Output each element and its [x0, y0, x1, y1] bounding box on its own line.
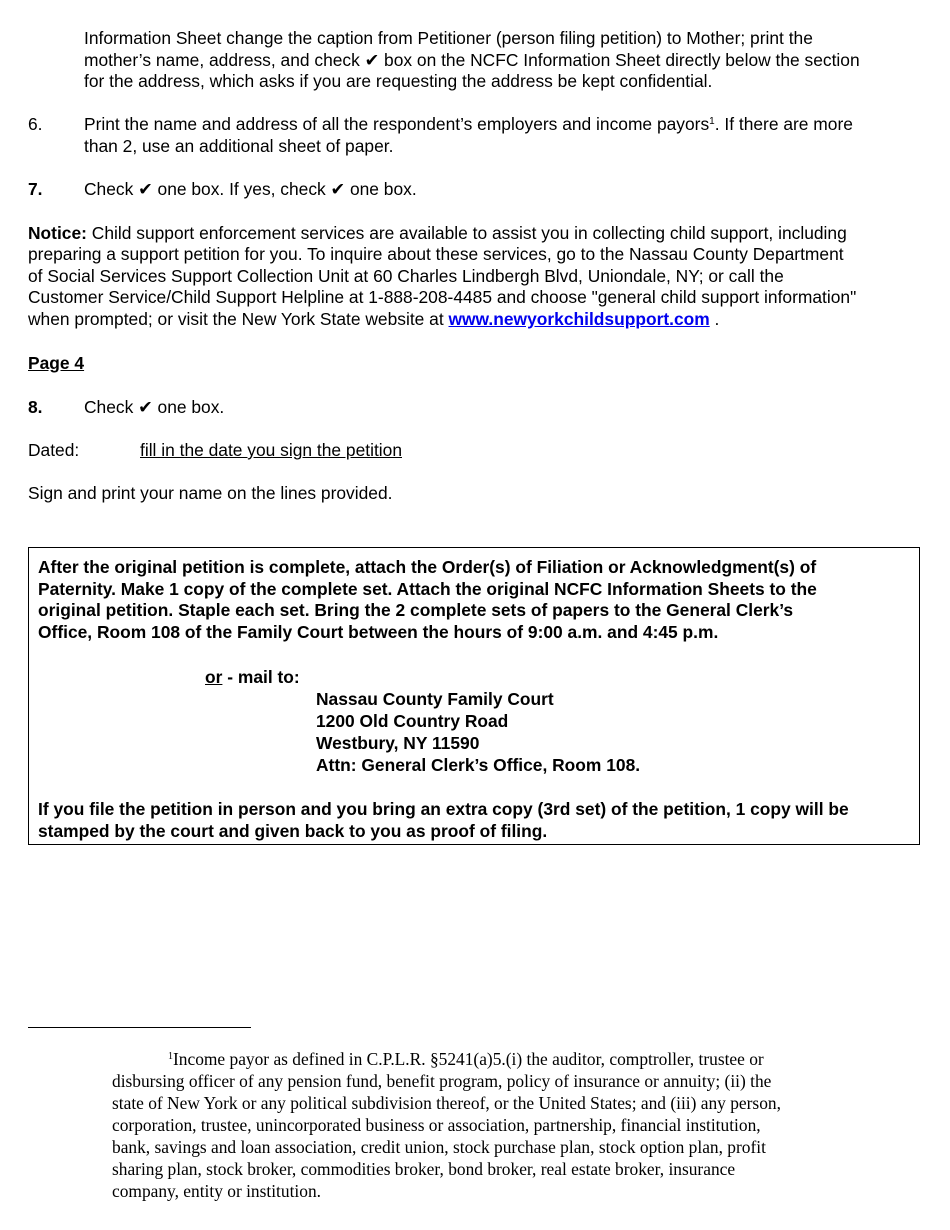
- footnote-line2: disbursing officer of any pension fund, benefit program, policy of insurance or annuity; (ii) the: [112, 1071, 772, 1091]
- extra-copy-line1: If you file the petition in person and you bring an extra copy (3rd set) of the petition, 1 copy will be: [38, 799, 849, 819]
- item6-text-line1: [84, 114, 853, 136]
- notice-line1: [28, 223, 847, 245]
- item8-text: Check ✔ one box.: [84, 397, 225, 417]
- address-street: 1200 Old Country Road: [316, 711, 509, 731]
- mail-to-text: - mail to:: [222, 667, 300, 687]
- footnote-line7: company, entity or institution.: [112, 1181, 321, 1201]
- filing-box-line3: original petition. Staple each set. Bring the 2 complete sets of papers to the General Clerk’s: [38, 600, 794, 621]
- footnote-line5: bank, savings and loan association, credit union, stock purchase plan, stock option plan, profit: [112, 1137, 766, 1157]
- item6-text-pre: Print the name and address of all the respondent’s employers and income payors: [84, 114, 710, 134]
- filing-box-line1: After the original petition is complete, attach the Order(s) of Filiation or Acknowledgment(s) of: [38, 557, 817, 577]
- extra-copy-line2: stamped by the court and given back to you as proof of filing.: [38, 820, 548, 841]
- mail-to-label: [205, 667, 300, 689]
- page-heading: Page 4: [28, 353, 85, 373]
- item6-text-line2: than 2, use an additional sheet of paper.: [84, 135, 394, 156]
- item8-number: 8.: [28, 397, 43, 417]
- notice-line3: of Social Services Support Collection Unit at 60 Charles Lindbergh Blvd, Uniondale, NY; or call the: [28, 265, 784, 286]
- child-support-website-link[interactable]: www.newyorkchildsupport.com: [448, 308, 710, 329]
- filing-box-line4: Office, Room 108 of the Family Court between the hours of 9:00 a.m. and 4:45 p.m.: [38, 621, 719, 642]
- item7-text: Check ✔ one box. If yes, check ✔ one box.: [84, 179, 417, 199]
- filing-box-line2: Paternity. Make 1 copy of the complete set. Attach the original NCFC Information Sheets to the: [38, 578, 817, 599]
- address-attn: Attn: General Clerk’s Office, Room 108.: [316, 755, 641, 775]
- footnote-separator: [28, 1027, 251, 1028]
- footnote-line1-text: Income payor as defined in C.P.L.R. §5241(a)5.(i) the auditor, comptroller, trustee or: [173, 1049, 764, 1069]
- notice-line1-text: Child support enforcement services are available to assist you in collecting child support, including: [86, 222, 847, 243]
- footnote-line6: sharing plan, stock broker, commodities broker, bond broker, real estate broker, insurance: [112, 1159, 736, 1179]
- item6-text-post: . If there are more: [714, 114, 853, 134]
- footnote-line1: [168, 1048, 764, 1070]
- notice-line5-end: .: [709, 308, 720, 329]
- dated-value: fill in the date you sign the petition: [140, 440, 402, 460]
- sign-instruction: Sign and print your name on the lines provided.: [28, 483, 393, 503]
- item7-number: 7.: [28, 179, 43, 199]
- notice-line4: Customer Service/Child Support Helpline at 1-888-208-4485 and choose "general child support information": [28, 287, 857, 308]
- footnote-line3: state of New York or any political subdivision thereof, or the United States; and (iii) any person,: [112, 1093, 781, 1113]
- footnote-reference: 1: [709, 116, 715, 127]
- footnote-marker: 1: [168, 1051, 173, 1062]
- address-city: Westbury, NY 11590: [316, 733, 480, 753]
- item5-text-line3: for the address, which asks if you are requesting the address be kept confidential.: [84, 71, 713, 92]
- notice-line5-text: when prompted; or visit the New York State website at: [28, 308, 449, 329]
- dated-label: Dated:: [28, 440, 80, 460]
- filing-instructions-box: [28, 547, 920, 845]
- notice-line5: [28, 309, 719, 331]
- item6-number: 6.: [28, 114, 43, 134]
- notice-line2: preparing a support petition for you. To inquire about these services, go to the Nassau County Department: [28, 244, 844, 265]
- item5-text-line1: Information Sheet change the caption from Petitioner (person filing petition) to Mother; print the: [84, 28, 813, 48]
- notice-label: Notice:: [28, 222, 87, 243]
- address-court-name: Nassau County Family Court: [316, 689, 554, 709]
- footnote-line4: corporation, trustee, unincorporated business or association, partnership, financial institution,: [112, 1115, 761, 1135]
- or-word: or: [205, 667, 223, 687]
- item5-text-line2: mother’s name, address, and check ✔ box on the NCFC Information Sheet directly below the section: [84, 49, 860, 70]
